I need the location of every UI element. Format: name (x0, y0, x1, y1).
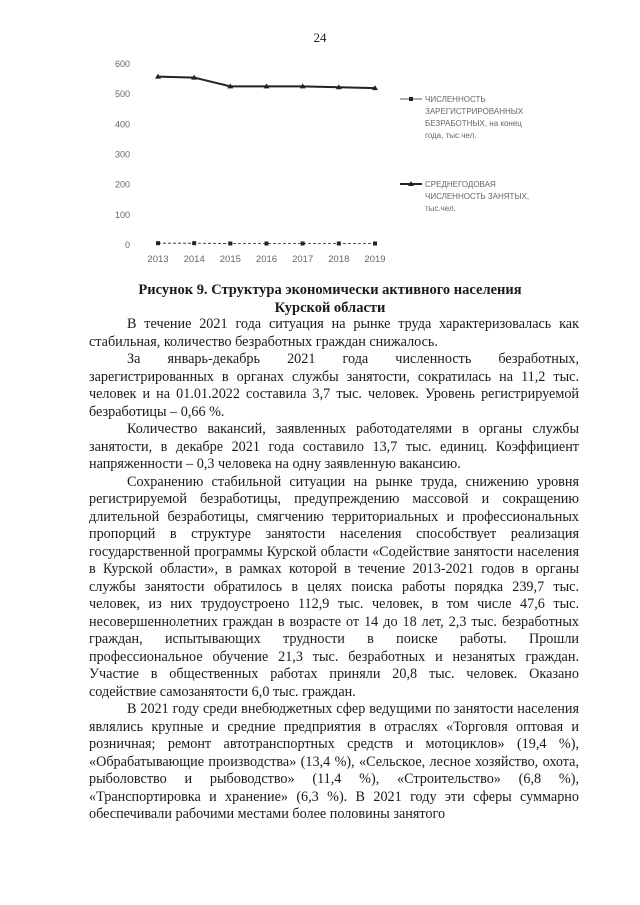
x-tick-label: 2013 (147, 254, 169, 265)
y-tick-label: 400 (114, 119, 130, 130)
economic-population-line-chart (100, 52, 560, 267)
caption-line-2: Курской области (274, 300, 386, 316)
y-tick-label: 100 (114, 209, 130, 220)
data-point (373, 241, 377, 245)
y-tick-label: 200 (114, 179, 130, 190)
paragraph: В 2021 году среди внебюджетных сфер ведущими по занятости населения являлись крупные и средние предприятия в отраслях «Торговля оптовая и розничная; ремонт автотранспортных средств и мотоциклов» (19,4 %), «Обрабатывающие производства» (13,4 %), «Сельское, лесное хозяйство, охота, рыболовство и рыбоводство» (11,4 %), «Строительство» (6,8 %), «Транспортировка и хранение» (6,3 %). В 2021 году эти сферы суммарно обеспечивали рабочими местами более половины занятого (89, 701, 579, 822)
caption-line-1: Рисунок 9. Структура экономически активного населения (138, 282, 522, 298)
paragraph: За январь-декабрь 2021 года численность безработных, зарегистрированных в органах службы занятости, сократилась на 11,2 тыс. человек и на 01.01.2022 составила 3,7 тыс. человек. Уровень регистрируемой безработицы – 0,66 %. (89, 351, 579, 420)
x-tick-label: 2017 (292, 254, 314, 265)
legend-label: БЕЗРАБОТНЫХ, на конец (425, 119, 522, 128)
x-tick-label: 2018 (328, 254, 350, 265)
legend-label: года, тыс.чел. (425, 131, 477, 140)
data-point (228, 241, 232, 245)
legend-label: ЧИСЛЕННОСТЬ (425, 95, 486, 104)
legend-label: ЧИСЛЕННОСТЬ ЗАНЯТЫХ, (425, 192, 530, 201)
data-point (156, 241, 160, 245)
x-tick-label: 2019 (364, 254, 386, 265)
y-axis-tick-labels (115, 59, 130, 250)
x-tick-label: 2016 (255, 254, 278, 265)
series-lines (155, 74, 378, 246)
page-number: 24 (313, 30, 327, 45)
paragraph: Сохранению стабильной ситуации на рынке труда, снижению уровня регистрируемой безработицы, предупреждению массовой и сокращению длительной безработицы, смягчению территориальных и профессиональных пропорций в структуре занятости населения способствует реализация государственной программы Курской области «Содействие занятости населения в Курской области», в рамках которой в течение 2013-2021 годов в органы службы занятости обратилось в целях поиска работы порядка 239,7 тыс. человек, из них трудоустроено 112,9 тыс. человек, в том числе 47,6 тыс. несовершеннолетних граждан в возрасте от 14 до 18 лет, 2,3 тыс. безработных граждан, испытывающих трудности в поиске работы. Прошли профессиональное обучение 21,3 тыс. безработных и незанятых граждан. Участие в общественных работах приняли 20,8 тыс. человек. Оказано содействие самозанятости 6,0 тыс. граждан. (89, 473, 579, 700)
y-tick-label: 0 (124, 240, 130, 250)
data-point (337, 241, 341, 245)
data-point (301, 241, 305, 245)
paragraph: Количество вакансий, заявленных работодателями в органы службы занятости, в декабре 2021 года составило 13,7 тыс. единиц. Коэффициент напряженности – 0,3 человека на одну заявленную вакансию. (89, 421, 579, 472)
y-tick-label: 600 (114, 59, 130, 69)
figure-caption (80, 281, 580, 317)
body-text (89, 316, 579, 824)
y-tick-label: 500 (114, 89, 130, 100)
paragraph: В течение 2021 года ситуация на рынке труда характеризовалась как стабильная, количество безработных граждан снижалось. (89, 316, 579, 350)
data-point (192, 241, 196, 245)
chart-legend (400, 95, 529, 213)
legend-label: тыс.чел. (425, 204, 456, 213)
legend-label: СРЕДНЕГОДОВАЯ (425, 180, 496, 189)
x-axis-tick-labels (147, 254, 385, 265)
x-tick-label: 2015 (219, 254, 241, 265)
y-tick-label: 300 (114, 149, 130, 160)
legend-marker (409, 97, 413, 101)
data-point (265, 241, 269, 245)
legend-label: ЗАРЕГИСТРИРОВАННЫХ (425, 107, 524, 116)
x-tick-label: 2014 (183, 254, 205, 265)
